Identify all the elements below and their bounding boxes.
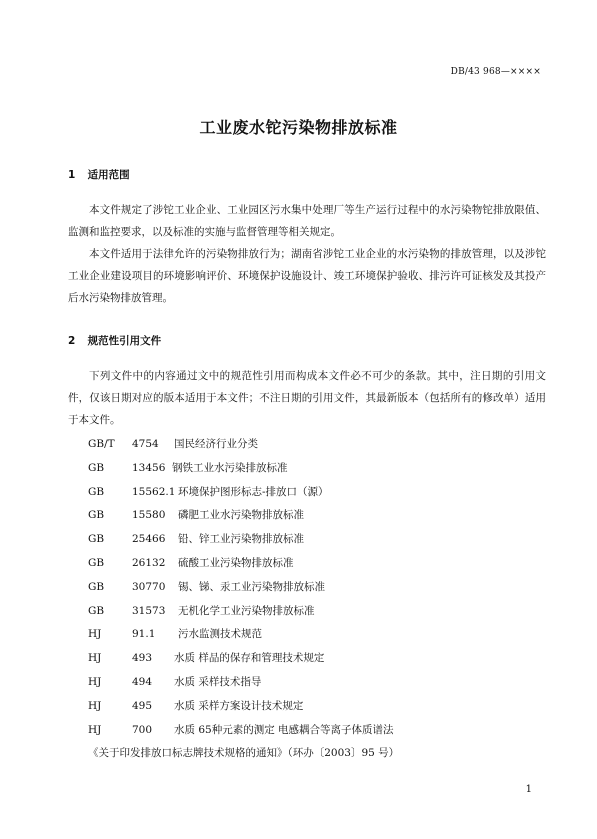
- reference-title: 水质 样品的保存和管理技术规定: [174, 652, 325, 665]
- section-heading-normative-references: [68, 333, 161, 348]
- reference-item: [88, 698, 303, 713]
- reference-number: 91.1: [132, 628, 156, 641]
- reference-number: 493: [132, 652, 153, 665]
- reference-title: 无机化学工业污染物排放标准: [178, 604, 315, 617]
- reference-code: GB/T: [88, 438, 115, 450]
- reference-number: 30770: [132, 580, 166, 593]
- reference-item: [88, 531, 304, 546]
- reference-code: GB: [88, 533, 105, 546]
- paragraph: 下列文件中的内容通过文中的规范性引用而构成本文件必不可少的条款。其中，注日期的引用文件，仅该日期对应的版本适用于本文件；不注日期的引用文件，其最新版本（包括所有的修改单）适用于本文件。: [68, 370, 546, 426]
- reference-item: [88, 507, 304, 522]
- reference-number: 13456: [132, 461, 166, 474]
- reference-note: 《关于印发排放口标志牌技术规格的通知》（环办〔2003〕95 号）: [88, 747, 400, 759]
- reference-title: 污水监测技术规范: [178, 628, 262, 641]
- section-number: 1: [68, 169, 76, 181]
- reference-item: [88, 484, 329, 499]
- reference-code: HJ: [88, 723, 102, 736]
- reference-number: 15580: [132, 509, 166, 522]
- reference-number: 494: [132, 676, 153, 688]
- reference-number: 26132: [132, 557, 166, 569]
- reference-item: [88, 603, 315, 618]
- reference-item: [88, 555, 294, 570]
- reference-number: 25466: [132, 533, 166, 546]
- reference-code: HJ: [88, 676, 102, 688]
- reference-code: GB: [88, 485, 105, 498]
- reference-title: 铅、锌工业污染物排放标准: [178, 533, 304, 546]
- reference-number: 495: [132, 699, 153, 712]
- reference-item: [88, 722, 394, 737]
- reference-code: GB: [88, 509, 105, 522]
- section-heading-scope: [68, 167, 130, 182]
- reference-code: GB: [88, 580, 105, 593]
- document-code: DB/43 968—××××: [450, 67, 541, 77]
- section-title: 适用范围: [87, 169, 130, 181]
- reference-number: 31573: [132, 604, 166, 617]
- reference-code: GB: [88, 557, 105, 569]
- reference-item: [88, 674, 261, 689]
- section-title: 规范性引用文件: [87, 335, 162, 347]
- paragraph: 本文件规定了涉铊工业企业、工业园区污水集中处理厂等生产运行过程中的水污染物铊排放限值、监测和监控要求，以及标准的实施与监督管理等相关规定。: [68, 204, 546, 238]
- reference-title: 水质 采样方案设计技术规定: [174, 699, 304, 712]
- reference-title: 国民经济行业分类: [174, 438, 258, 450]
- reference-code: HJ: [88, 628, 102, 641]
- document-title: 工业废水铊污染物排放标准: [199, 118, 398, 137]
- reference-number: 700: [132, 723, 153, 736]
- reference-item: [88, 626, 262, 641]
- paragraph: 本文件适用于法律允许的污染物排放行为；湖南省涉铊工业企业的水污染物的排放管理，以及涉铊工业企业建设项目的环境影响评价、环境保护设施设计、竣工环境保护验收、排污许可证核发及其投产后水污染物排放管理。: [68, 248, 546, 304]
- reference-number: 4754: [132, 438, 159, 450]
- reference-item: [88, 650, 324, 665]
- reference-item: [88, 460, 288, 475]
- reference-code: HJ: [88, 699, 102, 712]
- reference-title: 环境保护图形标志-排放口（源）: [178, 485, 329, 498]
- reference-item: [88, 579, 325, 594]
- reference-title: 锡、锑、汞工业污染物排放标准: [178, 580, 325, 593]
- reference-code: GB: [88, 461, 105, 474]
- reference-number: 15562.1: [132, 485, 176, 498]
- reference-code: HJ: [88, 652, 102, 665]
- section-number: 2: [68, 335, 76, 347]
- reference-title: 水质 65种元素的测定 电感耦合等离子体质谱法: [174, 723, 394, 736]
- reference-code: GB: [88, 604, 105, 617]
- reference-item: [88, 436, 258, 451]
- reference-title: 水质 采样技术指导: [174, 676, 262, 688]
- reference-title: 磷肥工业水污染物排放标准: [178, 509, 304, 522]
- page-number: 1: [525, 784, 532, 795]
- reference-title: 硫酸工业污染物排放标准: [178, 557, 294, 569]
- reference-title: 钢铁工业水污染排放标准: [172, 461, 288, 474]
